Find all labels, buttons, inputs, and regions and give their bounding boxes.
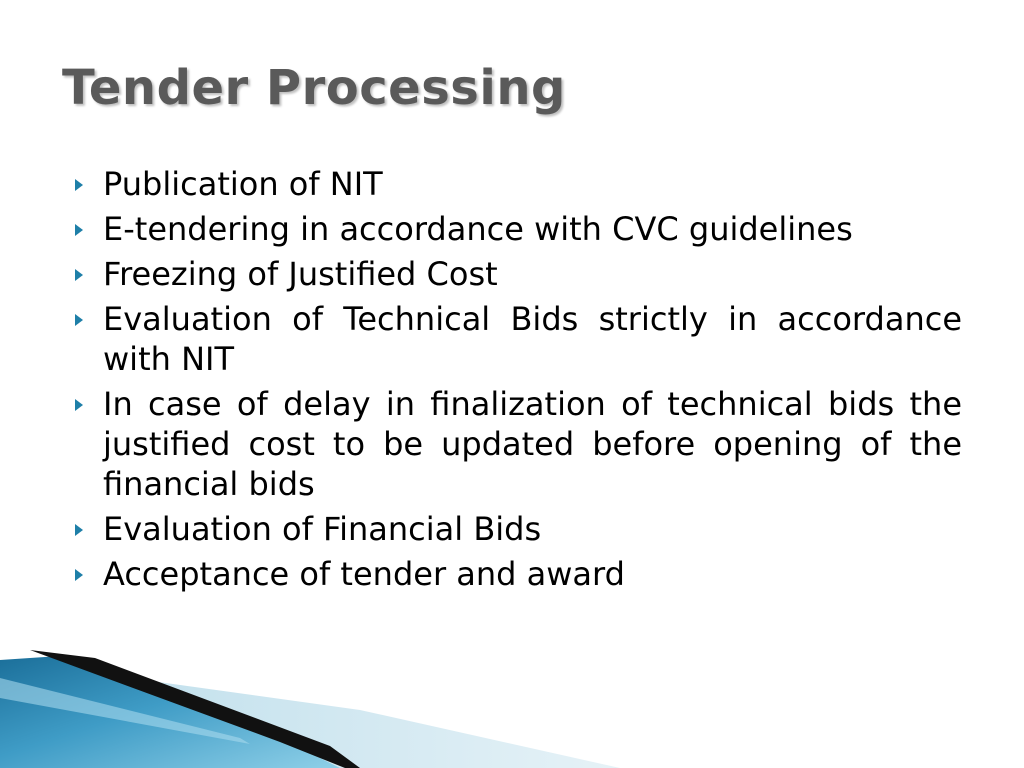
bullet-list (72, 164, 962, 599)
bullet-text: E-tendering in accordance with CVC guidelines (103, 210, 853, 248)
bullet-item (72, 384, 962, 504)
bullet-text: Acceptance of tender and award (103, 555, 625, 593)
slide-title: Tender Processing (62, 60, 566, 116)
bullet-text: In case of delay in finalization of technical bids the justified cost to be updated before opening of the financial bids (103, 385, 962, 503)
bullet-text: Publication of NIT (103, 165, 383, 203)
bullet-item (72, 509, 962, 549)
bullet-text: Evaluation of Financial Bids (103, 510, 542, 548)
bullet-arrow-icon (75, 269, 83, 281)
bullet-text: Freezing of Justified Cost (103, 255, 498, 293)
bullet-item (72, 164, 962, 204)
bullet-item (72, 299, 962, 379)
bullet-item (72, 209, 962, 249)
bullet-arrow-icon (75, 399, 83, 411)
bullet-arrow-icon (75, 314, 83, 326)
bullet-arrow-icon (75, 224, 83, 236)
bullet-text: Evaluation of Technical Bids strictly in accordance with NIT (103, 300, 962, 378)
bullet-arrow-icon (75, 569, 83, 581)
bullet-item (72, 254, 962, 294)
corner-swoosh-decoration (0, 638, 1024, 768)
bullet-arrow-icon (75, 524, 83, 536)
bullet-item (72, 554, 962, 594)
bullet-arrow-icon (75, 179, 83, 191)
